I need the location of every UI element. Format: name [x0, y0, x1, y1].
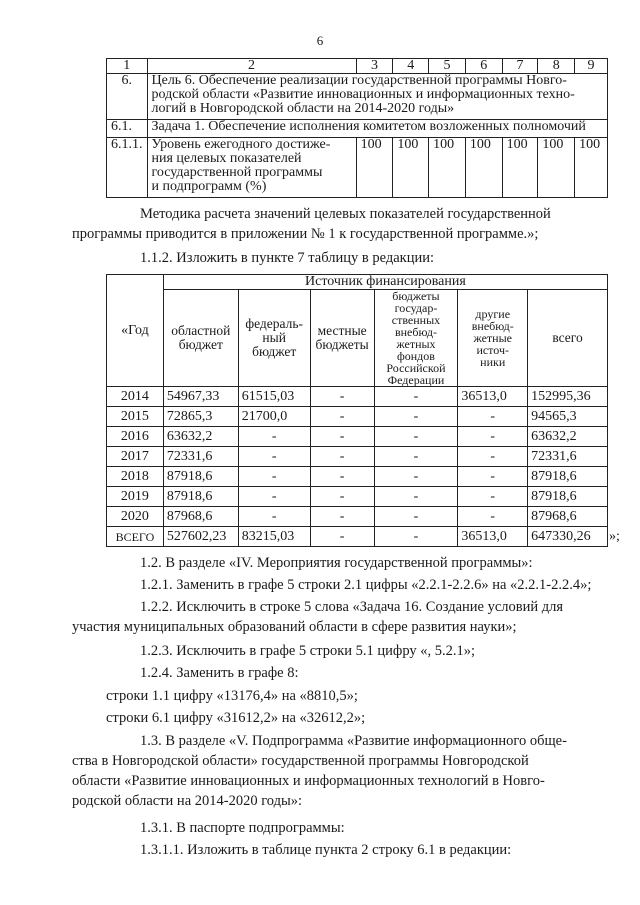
- funding-row: [107, 447, 608, 467]
- funding-cell-local: -: [310, 467, 374, 487]
- funding-cell-local: -: [310, 507, 374, 527]
- funding-cell-regional: 87918,6: [163, 467, 238, 487]
- header-line: бюджеты: [392, 289, 440, 303]
- indicator-value: 100: [502, 138, 538, 198]
- header-line: Федерации: [387, 373, 445, 387]
- header-line: областной: [171, 323, 231, 338]
- funding-cell-local: -: [310, 527, 374, 547]
- funding-cell-local: -: [310, 407, 374, 427]
- funding-cell-federal: 83215,03: [238, 527, 310, 547]
- year-header: «Год: [107, 275, 164, 387]
- header-line: федераль-: [245, 316, 304, 331]
- funding-cell-funds: -: [374, 407, 458, 427]
- paragraph-line: участия муниципальных образований области в сфере развития науки»;: [72, 619, 517, 635]
- funding-cell-other: -: [458, 467, 528, 487]
- header-line: жетные: [473, 331, 512, 345]
- header-federal: [238, 290, 310, 387]
- header-line: местные: [317, 323, 367, 338]
- paragraph-methodology: [72, 204, 608, 244]
- goal-text-line: родской области «Развитие инновационных и информационных техно-: [151, 87, 575, 102]
- funding-cell-total: 94565,3: [528, 407, 608, 427]
- paragraph-1-2-1: 1.2.1. Заменить в графе 5 строки 2.1 цифры «2.2.1-2.2.6» на «2.2.1-2.2.4»;: [140, 577, 592, 593]
- funding-cell-year: ВСЕГО: [107, 527, 164, 547]
- funding-cell-federal: -: [238, 467, 310, 487]
- paragraph-line: 1.2.2. Исключить в строке 5 слова «Задача 16. Создание условий для: [140, 599, 564, 615]
- funding-cell-total: 647330,26: [528, 527, 608, 547]
- col-num: 5: [429, 59, 466, 74]
- funding-row: [107, 527, 608, 547]
- funding-cell-federal: -: [238, 447, 310, 467]
- funding-cell-funds: -: [374, 507, 458, 527]
- funding-cell-local: -: [310, 387, 374, 407]
- paragraph-1-2: 1.2. В разделе «IV. Мероприятия государственной программы»:: [140, 555, 533, 571]
- funding-cell-year: 2016: [107, 427, 164, 447]
- paragraph-replace-1: строки 1.1 цифру «13176,4» на «8810,5»;: [106, 688, 358, 704]
- indicator-value: 100: [356, 138, 393, 198]
- funding-cell-funds: -: [374, 427, 458, 447]
- header-other: [458, 290, 528, 387]
- funding-cell-year: 2018: [107, 467, 164, 487]
- funding-cell-funds: -: [374, 527, 458, 547]
- funding-cell-regional: 87918,6: [163, 487, 238, 507]
- header-line: ники: [480, 355, 506, 369]
- indicator-text-line: Уровень ежегодного достиже-: [151, 137, 331, 152]
- funding-cell-total: 63632,2: [528, 427, 608, 447]
- column-numbers-row: [107, 59, 608, 74]
- indicator-value: 100: [393, 138, 429, 198]
- funding-cell-other: -: [458, 507, 528, 527]
- task-text: Задача 1. Обеспечение исполнения комитетом возложенных полномочий: [147, 120, 608, 138]
- col-num: 1: [107, 59, 148, 74]
- paragraph-line: 1.3. В разделе «V. Подпрограмма «Развитие информационного обще-: [140, 733, 567, 749]
- funding-table: [106, 274, 608, 547]
- header-line: Российской: [386, 361, 446, 375]
- goal-text-line: логий в Новгородской области на 2014-2020 годы»: [151, 101, 455, 116]
- col-num: 8: [538, 59, 575, 74]
- header-line: жетных: [396, 337, 436, 351]
- paragraph-line: области «Развитие инновационных и информационных технологий в Новго-: [72, 773, 545, 789]
- funding-cell-regional: 54967,33: [163, 387, 238, 407]
- header-line: внебюд-: [471, 319, 514, 333]
- goal-text: [147, 74, 608, 120]
- funding-cell-federal: -: [238, 507, 310, 527]
- funding-cell-other: 36513,0: [458, 527, 528, 547]
- page-number: 6: [316, 33, 324, 48]
- funding-cell-total: 87968,6: [528, 507, 608, 527]
- goals-table: [106, 58, 608, 198]
- header-regional: [163, 290, 238, 387]
- paragraph-1-2-2: [72, 597, 608, 637]
- header-line: бюджеты: [315, 337, 369, 352]
- funding-cell-funds: -: [374, 487, 458, 507]
- funding-cell-federal: -: [238, 427, 310, 447]
- indicator-row: [107, 138, 608, 198]
- funding-cell-other: -: [458, 407, 528, 427]
- funding-cell-other: -: [458, 487, 528, 507]
- col-num: 7: [502, 59, 538, 74]
- source-header: Источник финансирования: [163, 275, 607, 290]
- header-line: бюджет: [252, 344, 297, 359]
- indicator-value: 100: [575, 138, 608, 198]
- funding-cell-total: 72331,6: [528, 447, 608, 467]
- header-line: бюджет: [178, 337, 223, 352]
- paragraph-1-3-1-1: 1.3.1.1. Изложить в таблице пункта 2 строку 6.1 в редакции:: [140, 842, 512, 858]
- funding-header-row: [107, 275, 608, 290]
- funding-cell-total: 87918,6: [528, 467, 608, 487]
- col-num: 9: [575, 59, 608, 74]
- funding-cell-regional: 87968,6: [163, 507, 238, 527]
- col-num: 4: [393, 59, 429, 74]
- header-funds: [374, 290, 458, 387]
- goal-text-line: Цель 6. Обеспечение реализации государственной программы Новго-: [151, 73, 567, 88]
- paragraph-line: Методика расчета значений целевых показателей государственной: [140, 206, 551, 222]
- header-line: ный: [262, 330, 286, 345]
- funding-cell-total: 152995,36: [528, 387, 608, 407]
- funding-row: [107, 467, 608, 487]
- funding-cell-other: -: [458, 447, 528, 467]
- header-line: источ-: [476, 343, 509, 357]
- funding-subheader-row: [107, 290, 608, 387]
- paragraph-1-3-1: 1.3.1. В паспорте подпрограммы:: [140, 820, 345, 836]
- indicator-text-line: ния целевых показателей: [151, 151, 302, 166]
- paragraph-line: родской области на 2014-2020 годы»:: [72, 793, 303, 809]
- funding-cell-year: 2019: [107, 487, 164, 507]
- funding-cell-federal: -: [238, 487, 310, 507]
- funding-row: [107, 387, 608, 407]
- funding-row: [107, 507, 608, 527]
- table-closing-quote: »;: [609, 529, 620, 544]
- indicator-text-line: государственной программы: [151, 165, 323, 180]
- funding-row: [107, 427, 608, 447]
- funding-cell-local: -: [310, 487, 374, 507]
- funding-cell-local: -: [310, 427, 374, 447]
- indicator-text-line: и подпрограмм (%): [151, 179, 267, 194]
- task-row: [107, 120, 608, 138]
- funding-cell-regional: 72331,6: [163, 447, 238, 467]
- funding-cell-year: 2020: [107, 507, 164, 527]
- funding-cell-federal: 21700,0: [238, 407, 310, 427]
- paragraph-1-3: [72, 731, 608, 811]
- funding-cell-federal: 61515,03: [238, 387, 310, 407]
- indicator-number: 6.1.1.: [107, 138, 148, 198]
- paragraph-line: ства в Новгородской области» государственной программы Новгородской: [72, 753, 529, 769]
- funding-cell-other: -: [458, 427, 528, 447]
- funding-cell-funds: -: [374, 467, 458, 487]
- funding-cell-regional: 63632,2: [163, 427, 238, 447]
- col-num: 6: [465, 59, 502, 74]
- indicator-value: 100: [538, 138, 575, 198]
- funding-cell-regional: 72865,3: [163, 407, 238, 427]
- paragraph-1-2-4: 1.2.4. Заменить в графе 8:: [140, 665, 299, 681]
- funding-cell-year: 2014: [107, 387, 164, 407]
- header-total: [528, 290, 608, 387]
- header-line: государ-: [394, 301, 438, 315]
- funding-cell-other: 36513,0: [458, 387, 528, 407]
- indicator-value: 100: [465, 138, 502, 198]
- funding-row: [107, 487, 608, 507]
- paragraph-line: программы приводится в приложении № 1 к государственной программе.»;: [72, 226, 539, 242]
- funding-cell-regional: 527602,23: [163, 527, 238, 547]
- goal-number: 6.: [107, 74, 148, 120]
- col-num: 2: [147, 59, 356, 74]
- paragraph-replace-2: строки 6.1 цифру «31612,2» на «32612,2»;: [106, 710, 366, 726]
- funding-cell-local: -: [310, 447, 374, 467]
- funding-cell-year: 2015: [107, 407, 164, 427]
- header-line: фондов: [396, 349, 435, 363]
- header-line: всего: [552, 330, 583, 345]
- funding-cell-funds: -: [374, 447, 458, 467]
- funding-cell-funds: -: [374, 387, 458, 407]
- paragraph-1-2-3: 1.2.3. Исключить в графе 5 строки 5.1 цифру «, 5.2.1»;: [140, 643, 476, 659]
- header-line: другие: [475, 307, 511, 321]
- header-line: ственных: [391, 313, 441, 327]
- indicator-text: [147, 138, 356, 198]
- paragraph-1-1-2: 1.1.2. Изложить в пункте 7 таблицу в редакции:: [140, 250, 435, 266]
- goal-row: [107, 74, 608, 120]
- indicator-value: 100: [429, 138, 466, 198]
- header-local: [310, 290, 374, 387]
- funding-cell-year: 2017: [107, 447, 164, 467]
- funding-row: [107, 407, 608, 427]
- col-num: 3: [356, 59, 393, 74]
- header-line: внебюд-: [394, 325, 437, 339]
- task-number: 6.1.: [107, 120, 148, 138]
- funding-cell-total: 87918,6: [528, 487, 608, 507]
